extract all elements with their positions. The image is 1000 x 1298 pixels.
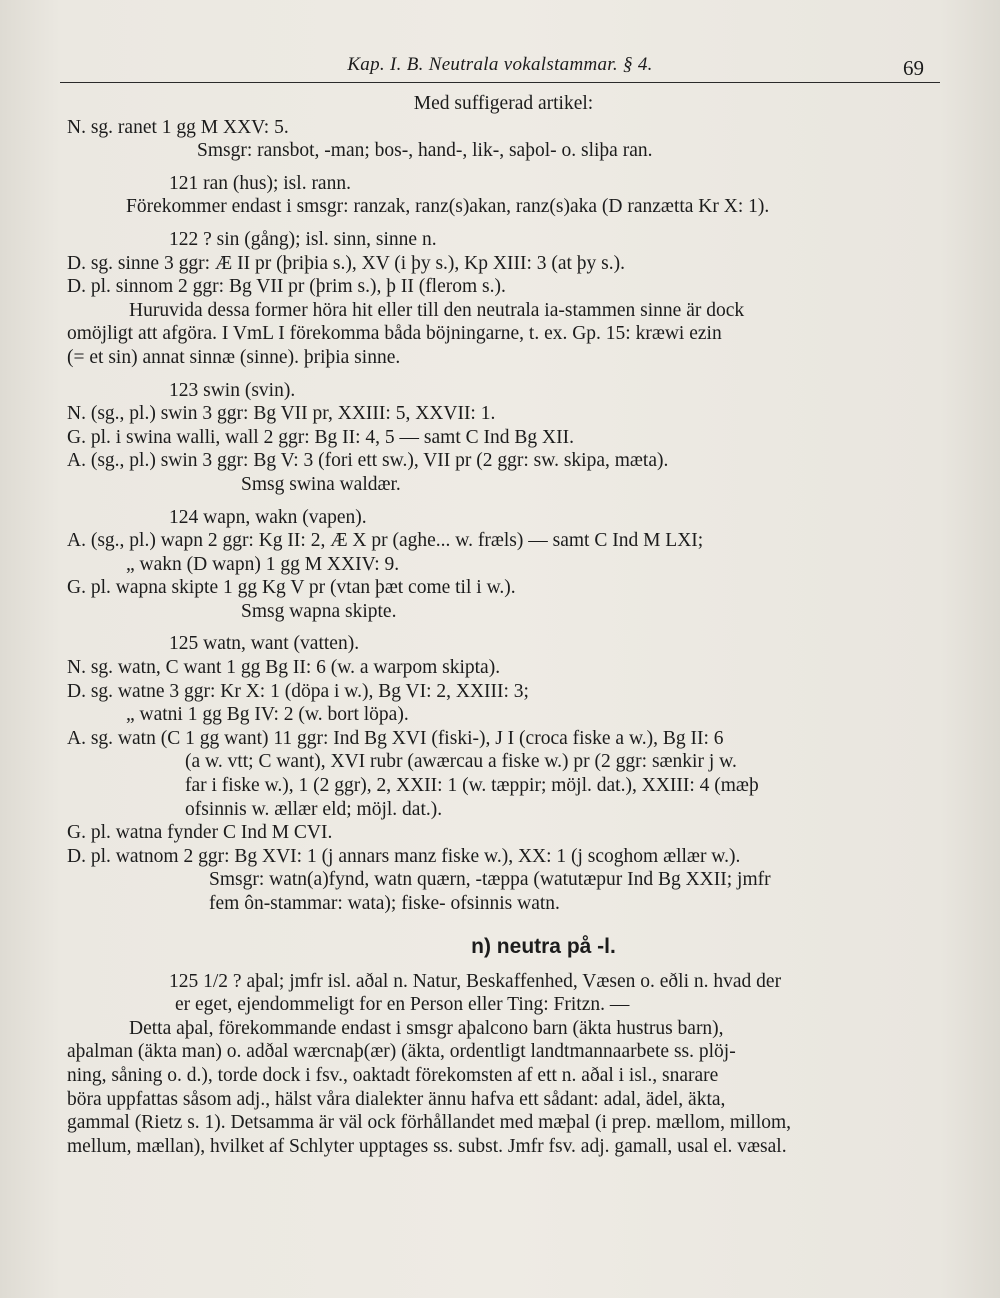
text-line: omöjligt att afgöra. I VmL I förekomma båda böjningarne, t. ex. Gp. 15: kræwi ezin [67,323,722,345]
text-line: mellum, mællan), hvilket af Schlyter upptages ss. subst. Jmfr fsv. adj. gamall, usal el. væsal. [67,1135,787,1157]
entry-heading: 123 swin (svin). [169,379,296,401]
text-line: G. pl. watna fynder C Ind M CVI. [67,822,333,844]
text-line: Smsg wapna skipte. [241,600,397,622]
text-line: böra uppfattas såsom adj., hälst våra dialekter ännu hafva ett sådant: adal, ädel, äkta, [67,1088,726,1110]
page-header [60,52,940,83]
text-line: Med suffigerad artikel: [413,93,594,114]
text-line: G. pl. wapna skipte 1 gg Kg V pr (vtan þæt come til i w.). [67,577,516,599]
text-line: Smsgr: watn(a)fynd, watn quærn, -tæppa (watutæpur Ind Bg XXII; jmfr [209,869,771,891]
section-heading: n) neutra på -l. [471,934,616,958]
text-line: A. (sg., pl.) wapn 2 ggr: Kg II: 2, Æ X pr (aghe... w. fræls) — samt C Ind M LXI; [67,530,704,552]
text-line: D. pl. sinnom 2 ggr: Bg VII pr (þrim s.), þ II (flerom s.). [67,276,506,298]
text-line: D. sg. watne 3 ggr: Kr X: 1 (döpa i w.), Bg VI: 2, XXIII: 3; [67,680,529,702]
text-line: er eget, ejendommeligt for en Person eller Ting: Fritzn. — [175,994,630,1016]
text-line: aþalman (äkta man) o. adðal wærcnaþ(ær) (äkta, ordentligt landtmannaarbete ss. plöj- [67,1041,736,1063]
running-head: Kap. I. B. Neutrala vokalstammar. § 4. [347,54,653,75]
entry-heading: 125 1/2 ? aþal; jmfr isl. aðal n. Natur, Beskaffenhed, Væsen o. eðli n. hvad der [169,970,782,992]
text-line: Smsg swina waldær. [241,473,401,495]
page-body [67,92,940,1158]
entry-heading: 122 ? sin (gång); isl. sinn, sinne n. [169,228,437,250]
entry-heading: 125 watn, want (vatten). [169,633,360,655]
text-line: ofsinnis w. ællær eld; möjl. dat.). [185,798,443,820]
text-line: A. (sg., pl.) swin 3 ggr: Bg V: 3 (fori ett sw.), VII pr (2 ggr: sw. skipa, mæta). [67,450,669,472]
text-line: D. pl. watnom 2 ggr: Bg XVI: 1 (j annars manz fiske w.), XX: 1 (j scoghom ællær w.). [67,845,741,867]
text-line: far i fiske w.), 1 (2 ggr), 2, XXII: 1 (w. tæppir; möjl. dat.), XXIII: 4 (mæþ [185,775,759,797]
entry-heading: 124 wapn, wakn (vapen). [169,506,367,528]
text-line: Förekommer endast i smsgr: ranzak, ranz(s)akan, ranz(s)aka (D ranzætta Kr X: 1). [126,196,770,218]
text-line: fem ôn-stammar: wata); fiske- ofsinnis watn. [209,893,560,914]
text-line: (= et sin) annat sinnæ (sinne). þriþia sinne. [67,346,401,368]
text-line: G. pl. i swina walli, wall 2 ggr: Bg II: 4, 5 — samt C Ind Bg XII. [67,426,574,448]
text-line: Huruvida dessa former höra hit eller till den neutrala ia-stammen sinne är dock [129,299,745,321]
text-line: gammal (Rietz s. 1). Detsamma är väl ock förhållandet med mæþal (i prep. mællom, millom, [67,1112,792,1134]
text-line: ning, såning o. d.), torde dock i fsv., oaktadt förekomsten af ett n. aðal i isl., snarare [67,1064,719,1086]
text-line: N. sg. ranet 1 gg M XXV: 5. [67,116,289,138]
text-line: A. sg. watn (C 1 gg want) 11 ggr: Ind Bg XVI (fiski-), J I (croca fiske a w.), Bg II: 6 [67,727,724,749]
text-line: N. sg. watn, C want 1 gg Bg II: 6 (w. a warpom skipta). [67,657,501,679]
text-line: „ watni 1 gg Bg IV: 2 (w. bort löpa). [126,704,409,726]
page-number: 69 [903,56,924,80]
text-line: „ wakn (D wapn) 1 gg M XXIV: 9. [126,553,400,575]
text-line: (a w. vtt; C want), XVI rubr (awærcau a fiske w.) pr (2 ggr: sænkir j w. [185,751,737,773]
entry-heading: 121 ran (hus); isl. rann. [169,172,351,194]
text-line: D. sg. sinne 3 ggr: Æ II pr (þriþia s.), XV (i þy s.), Kp XIII: 3 (at þy s.). [67,252,626,274]
text-line: Detta aþal, förekommande endast i smsgr aþalcono barn (äkta hustrus barn), [129,1017,724,1039]
text-line: N. (sg., pl.) swin 3 ggr: Bg VII pr, XXIII: 5, XXVII: 1. [67,403,496,425]
text-line: Smsgr: ransbot, -man; bos-, hand-, lik-, saþol- o. sliþa ran. [197,140,653,162]
